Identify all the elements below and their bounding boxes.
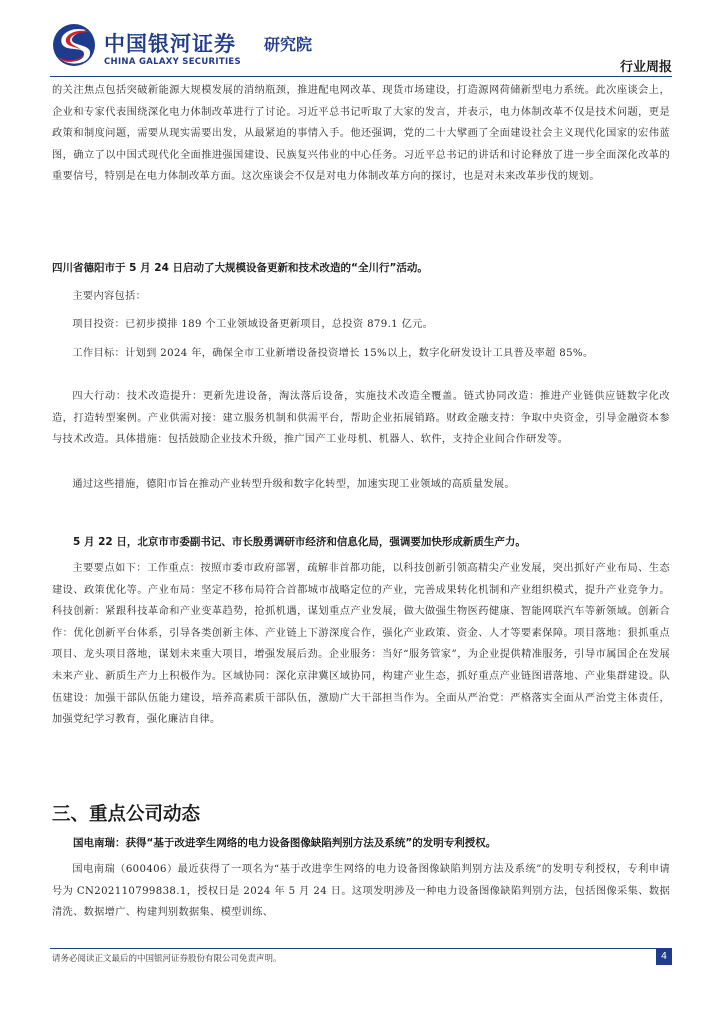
nari-headline-wrap [52, 833, 670, 853]
page-number: 4 [656, 949, 672, 965]
nari-p1-wrap [52, 859, 670, 924]
section-title: 三、重点公司动态 [52, 804, 201, 825]
deyang-p4-wrap [52, 474, 670, 496]
report-type: 行业周报 [619, 60, 672, 75]
footer-disclaimer: 请务必阅读正文最后的中国银河证券股份有限公司免责声明。 [52, 954, 282, 964]
deyang-actions: 四大行动：技术改造提升：更新先进设备，淘汰落后设备，实施技术改造全覆盖。链式协同改造：推进产业链供应链数字化改造，打造转型案例。产业供需对接：建立服务机制和供需平台，帮助企业拓展销路。财政金融支持：争取中央资金，引导金融资本参与技术改造。具体措施：包括鼓励企业技术升级，推广国产工业母机、机器人、软件，支持企业间合作研发等。 [52, 391, 670, 446]
deyang-investment: 项目投资：已初步摸排 189 个工业领域设备更新项目，总投资 879.1 亿元。 [72, 319, 434, 330]
nari-details: 国电南瑞（600406）最近获得了一项名为“基于改进孪生网络的电力设备图像缺陷判别方法及系统”的发明专利授权，专利申请号为 CN202110799838.1，授权日是 2024 年 5 月 24 日。这项发明涉及一种电力设备图像缺陷判别方法，包括图像采集、数据清洗、数据增广、构建判别数据集、模型训练、 [52, 864, 670, 919]
institute-name: 研究院 [264, 35, 313, 54]
logo-chinese-name: 中国银河证券 [104, 32, 236, 56]
beijing-p1-wrap [52, 558, 670, 731]
deyang-block [52, 258, 670, 278]
page-header [0, 0, 724, 80]
deyang-target: 工作目标：计划到 2024 年，确保全市工业新增设备投资增长 15%以上，数字化研发设计工具普及率超 85%。 [72, 348, 594, 359]
deyang-headline: 四川省德阳市于 5 月 24 日启动了大规模设备更新和技术改造的“全川行”活动。 [52, 262, 428, 274]
deyang-intro-wrap [52, 286, 670, 308]
deyang-summary: 通过这些措施，德阳市旨在推动产业转型升级和数字化转型，加速实现工业领域的高质量发展。 [72, 479, 515, 490]
intro-paragraph: 的关注焦点包括突破新能源大规模发展的消纳瓶颈，推进配电网改革、现货市场建设，打造源网荷储新型电力系统。此次座谈会上，企业和专家代表围绕深化电力体制改革进行了讨论。习近平总书记听取了大家的发言，并表示，电力体制改革不仅是技术问题，更是政策和制度问题，需要从现实需要出发，从最紧迫的事情入手。他还强调，党的二十大擘画了全面建设社会主义现代化国家的宏伟蓝图，确立了以中国式现代化全面推进强国建设、民族复兴伟业的中心任务。习近平总书记的讲话和讨论释放了进一步全面深化改革的重要信号，特别是在电力体制改革方面。这次座谈会不仅是对电力体制改革方向的探讨，也是对未来改革步伐的规划。 [52, 85, 670, 183]
company-logo [50, 22, 313, 72]
deyang-p3-wrap [52, 386, 670, 451]
section3-block [52, 800, 670, 826]
logo-english-name: CHINA GALAXY SECURITIES [104, 57, 241, 67]
beijing-headline: 5 月 22 日，北京市市委副书记、市长殷勇调研市经济和信息化局，强调要加快形成新质生产力。 [73, 536, 526, 548]
intro-block [52, 80, 670, 188]
beijing-block [52, 532, 670, 552]
deyang-intro: 主要内容包括： [72, 291, 147, 302]
deyang-p2-wrap [52, 343, 670, 365]
footer-divider [50, 948, 672, 949]
header-divider [50, 76, 672, 77]
nari-headline: 国电南瑞：获得“基于改进孪生网络的电力设备图像缺陷判别方法及系统”的发明专利授权。 [73, 837, 497, 849]
galaxy-logo-icon [50, 22, 100, 68]
deyang-p1-wrap [52, 314, 670, 336]
beijing-details: 主要要点如下：工作重点：按照市委市政府部署，疏解非首都功能，以科技创新引领高精尖产业发展，突出抓好产业布局、生态建设、政策优化等。产业布局：坚定不移布局符合首都城市战略定位的产业，完善成果转化机制和产业组织模式，提升产业竞争力。科技创新：紧跟科技革命和产业变革趋势，抢抓机遇，谋划重点产业发展，做大做强生物医药健康、智能网联汽车等新领域。创新合作：优化创新平台体系，引导各类创新主体、产业链上下游深度合作，强化产业政策、资金、人才等要素保障。项目落地：狠抓重点项目、龙头项目落地，谋划未来重大项目，增强发展后劲。企业服务：当好“服务管家”，为企业提供精准服务，引导市属国企在发展未来产业、新质生产力上积极作为。区域协同：深化京津冀区域协同，构建产业生态，抓好重点产业链图谱落地、产业集群建设。队伍建设：加强干部队伍能力建设，培养高素质干部队伍，激励广大干部担当作为。全面从严治党：严格落实全面从严治党主体责任，加强党纪学习教育，强化廉洁自律。 [52, 563, 670, 726]
